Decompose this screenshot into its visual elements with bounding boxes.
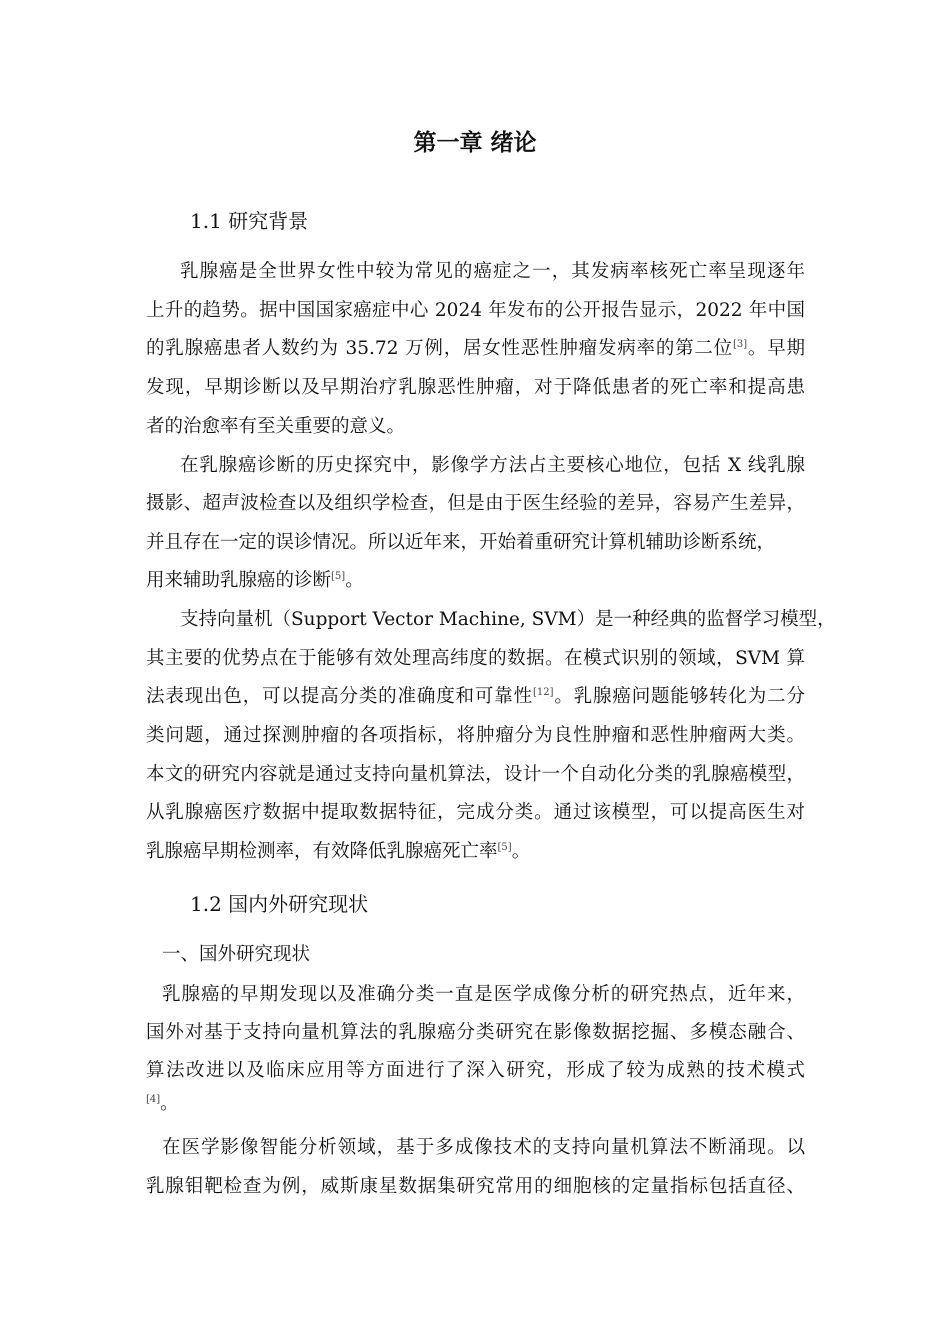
text-segment: 。早期 [747, 338, 805, 359]
text-line [146, 492, 805, 516]
text-line [146, 531, 775, 555]
text-segment: 并且存在一定的误诊情况。所以近年来，开始着重研究计算机辅助诊断系统， [146, 532, 776, 553]
text-segment: 的乳腺癌患者人数约为 35.72 万例，居女性恶性肿瘤发病率的第二位 [146, 338, 733, 359]
text-segment: 。 [160, 1093, 179, 1114]
text-segment: 上升的趋势。据中国国家癌症中心 2024 年发布的公开报告显示，2022 年中国 [146, 300, 805, 321]
text-line [180, 260, 805, 284]
text-line [146, 647, 805, 671]
section-heading-1-1: 1.1 研究背景 [190, 209, 309, 233]
text-segment: 者的治愈率有至关重要的意义。 [146, 416, 406, 437]
text-line [146, 685, 805, 709]
text-segment: 法表现出色，可以提高分类的准确度和可靠性 [146, 686, 533, 707]
text-segment: 发现，早期诊断以及早期治疗乳腺恶性肿瘤，对于降低患者的死亡率和提高患 [146, 377, 805, 398]
citation-reference: [4] [146, 1094, 161, 1105]
text-segment: 在医学影像智能分析领域，基于多成像技术的支持向量机算法不断涌现。以 [162, 1137, 805, 1158]
text-line [146, 569, 364, 593]
text-line [146, 763, 805, 787]
text-line [146, 1059, 805, 1083]
text-line [146, 840, 530, 864]
text-segment: 用来辅助乳腺癌的诊断 [146, 570, 332, 591]
text-segment: 算法改进以及临床应用等方面进行了深入研究，形成了较为成熟的技术模式 [146, 1060, 805, 1081]
text-line [146, 1175, 805, 1199]
chapter-title: 第一章 绪论 [413, 129, 537, 156]
text-line [162, 983, 805, 1007]
text-segment: 类问题，通过探测肿瘤的各项指标，将肿瘤分为良性肿瘤和恶性肿瘤两大类。 [146, 725, 805, 746]
text-line [162, 1136, 805, 1160]
citation-reference: [12] [532, 687, 554, 698]
text-segment: 。 [345, 570, 364, 591]
text-line [146, 337, 805, 361]
text-line [180, 608, 836, 632]
text-line [146, 801, 805, 825]
text-segment: 一、国外研究现状 [162, 944, 311, 965]
text-segment: 摄影、超声波检查以及组织学检查，但是由于医生经验的差异，容易产生差异， [146, 493, 805, 514]
text-line [146, 1092, 179, 1116]
text-line [180, 454, 805, 478]
text-segment: 乳腺癌早期检测率，有效降低乳腺癌死亡率 [146, 841, 498, 862]
text-segment: 在乳腺癌诊断的历史探究中，影像学方法占主要核心地位，包括 X 线乳腺 [180, 455, 805, 476]
text-line [146, 299, 805, 323]
text-segment: 乳腺癌是全世界女性中较为常见的癌症之一，其发病率核死亡率呈现逐年 [180, 261, 805, 282]
text-segment: 本文的研究内容就是通过支持向量机算法，设计一个自动化分类的乳腺癌模型， [146, 764, 805, 785]
section-heading-1-2: 1.2 国内外研究现状 [190, 892, 369, 916]
text-line [146, 724, 805, 748]
text-segment: 其主要的优势点在于能够有效处理高纬度的数据。在模式识别的领域，SVM 算 [146, 648, 805, 669]
citation-reference: [5] [331, 571, 346, 582]
text-line [146, 1021, 805, 1045]
text-segment: 国外对基于支持向量机算法的乳腺癌分类研究在影像数据挖掘、多模态融合、 [146, 1022, 805, 1043]
text-line [146, 376, 805, 400]
text-line [146, 415, 405, 439]
text-segment: 从乳腺癌医疗数据中提取数据特征，完成分类。通过该模型，可以提高医生对 [146, 802, 805, 823]
text-segment: 支持向量机（Support Vector Machine, SVM）是一种经典的监督学习模型， [180, 609, 836, 630]
text-segment: 。 [511, 841, 531, 862]
text-segment: 乳腺钼靶检查为例，威斯康星数据集研究常用的细胞核的定量指标包括直径、 [146, 1176, 805, 1197]
text-segment: 。乳腺癌问题能够转化为二分 [553, 686, 805, 707]
subsection-heading [162, 943, 310, 967]
citation-reference: [3] [732, 339, 748, 350]
text-segment: 乳腺癌的早期发现以及准确分类一直是医学成像分析的研究热点，近年来， [162, 984, 805, 1005]
citation-reference: [5] [497, 842, 512, 853]
